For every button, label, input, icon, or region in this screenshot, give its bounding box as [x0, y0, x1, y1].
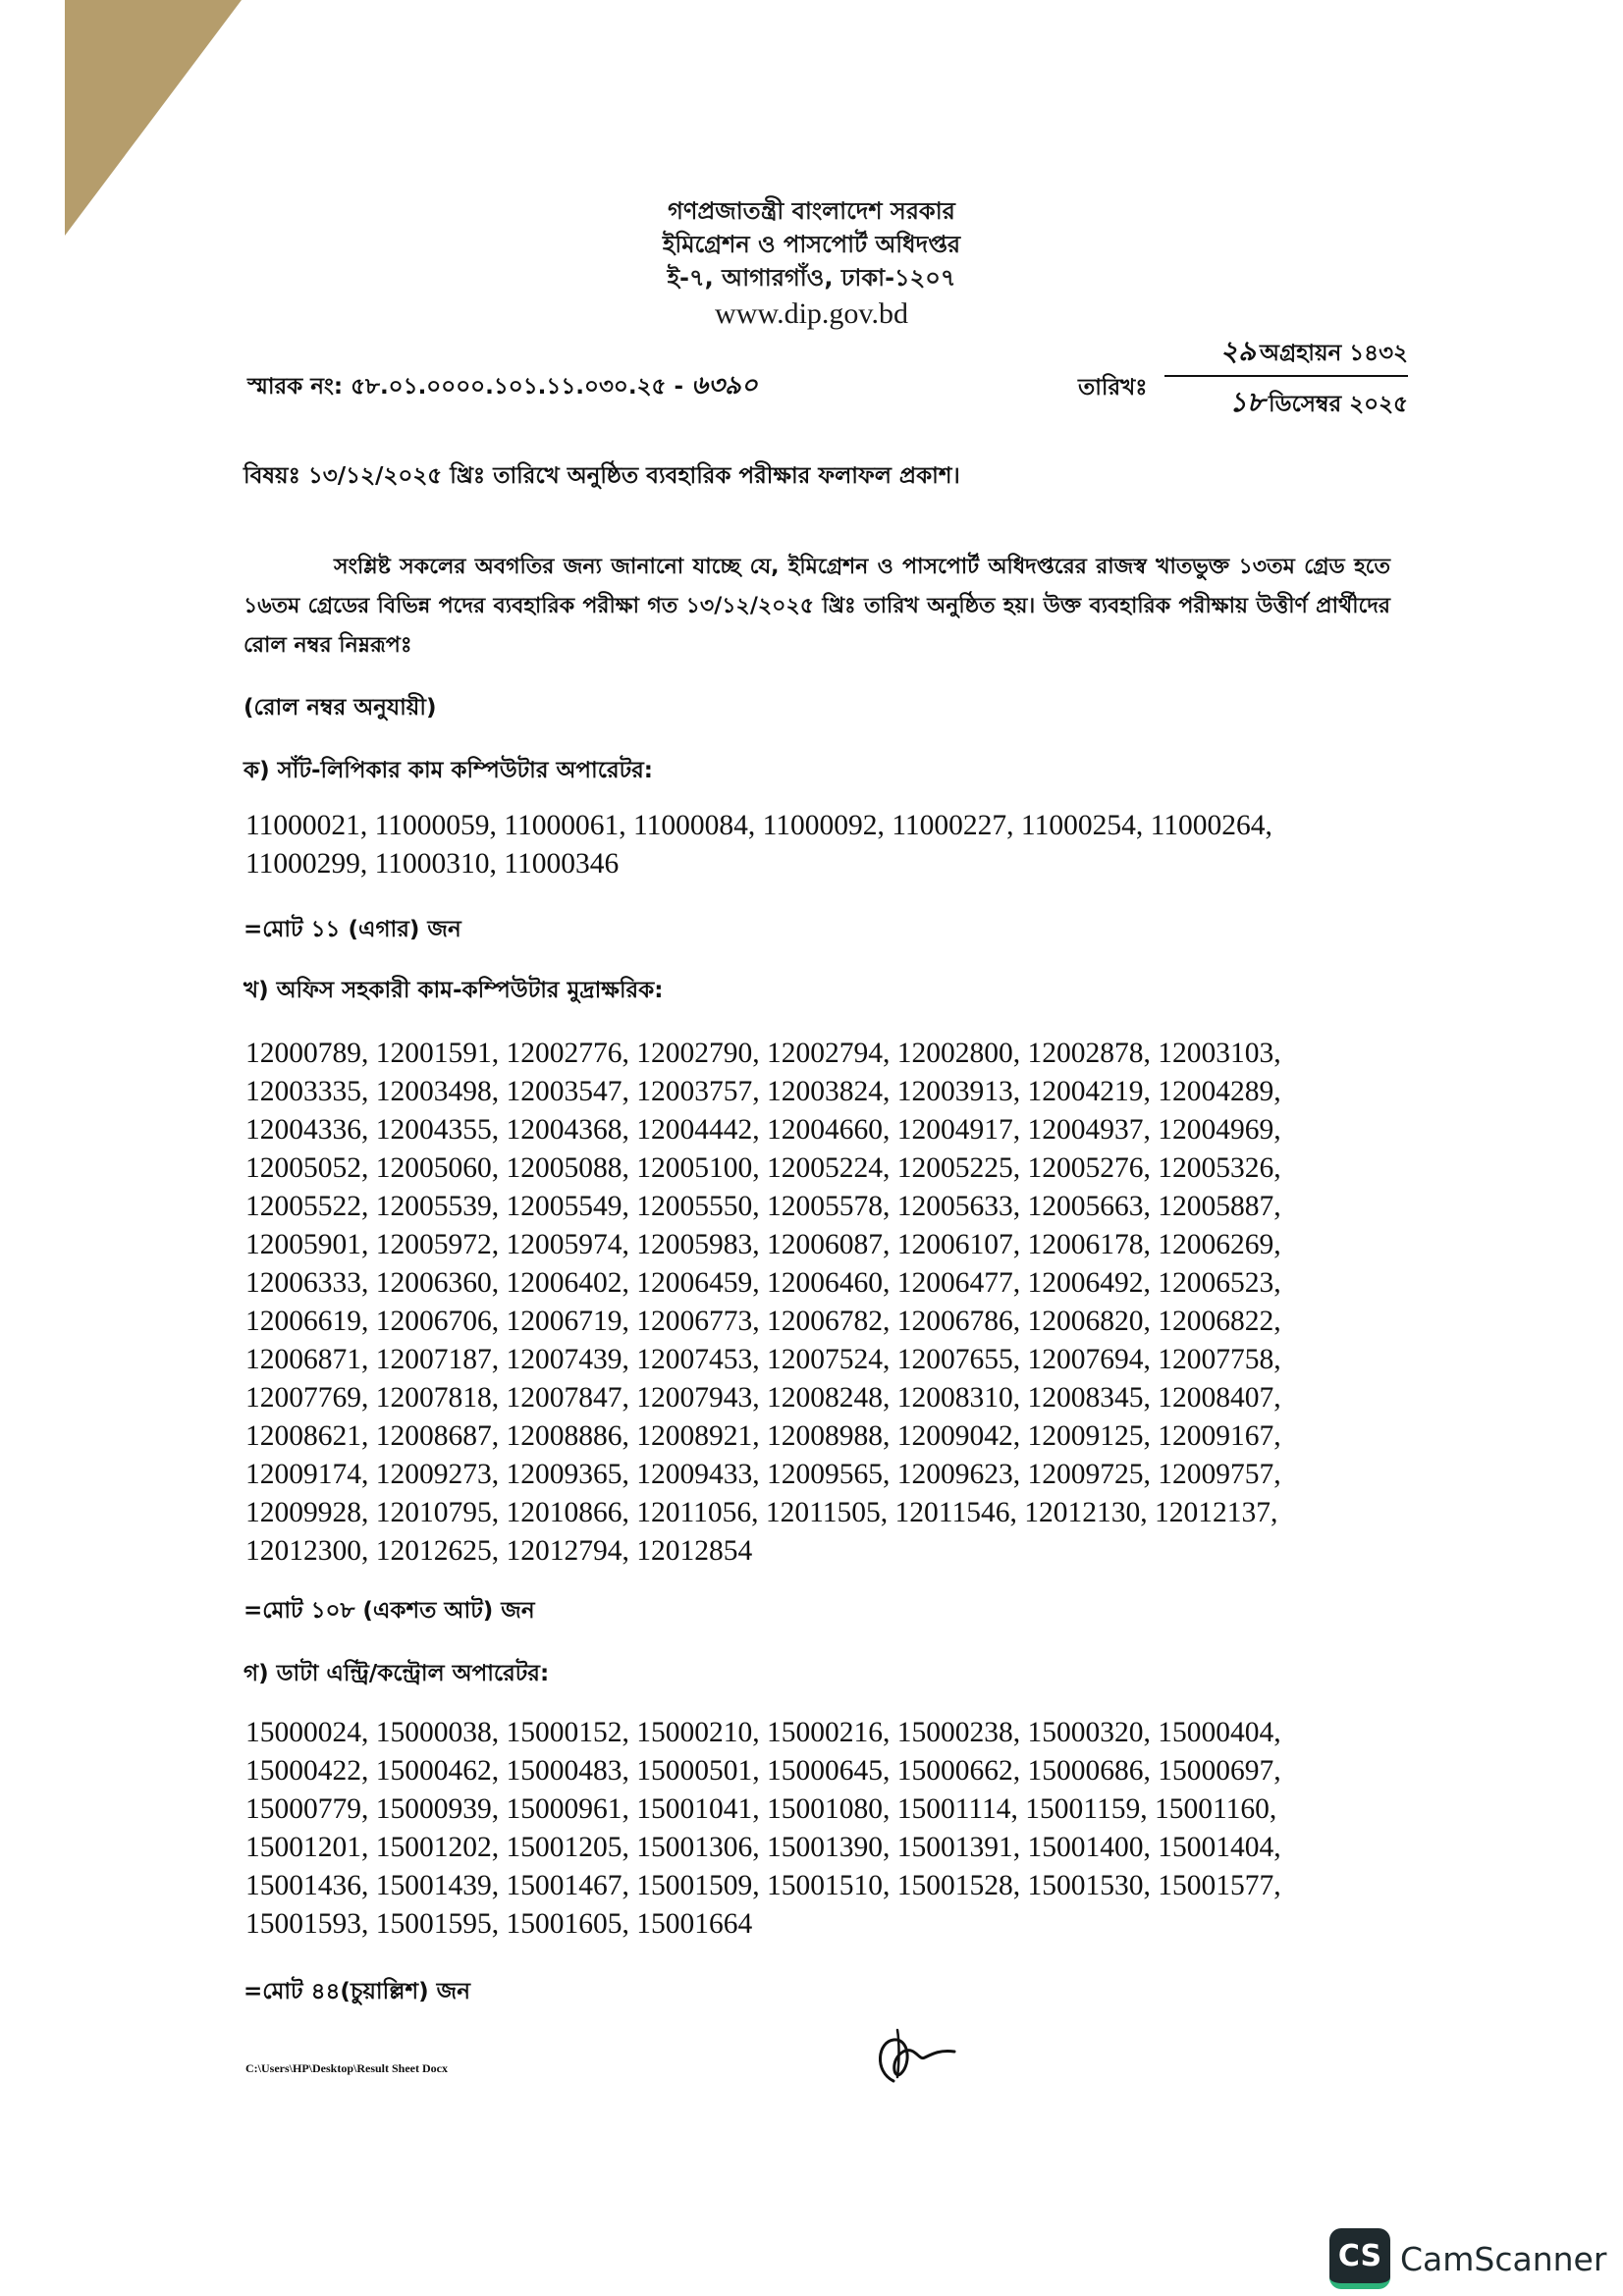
english-date [1164, 385, 1408, 422]
section-a-total: =মোট ১১ (এগার) জন [243, 917, 461, 942]
subject-line: বিষয়ঃ ১৩/১২/২০২৫ খ্রিঃ তারিখে অনুষ্ঠিত ব্যবহারিক পরীক্ষার ফলাফল প্রকাশ। [243, 463, 960, 489]
section-b-title: খ) অফিস সহকারী কাম-কম্পিউটার মুদ্রাক্ষরিক: [243, 978, 664, 1003]
english-month-year: ডিসেম্বর ২০২৫ [1269, 392, 1408, 417]
camscanner-name: CamScanner [1400, 2239, 1607, 2278]
date-label: তারিখঃ [1078, 375, 1148, 400]
memo-handwritten-number: ৬৩৯০ [691, 371, 758, 400]
signature-image [864, 2012, 962, 2091]
memo-prefix: স্মারক নং: ৫৮.০১.০০০০.১০১.১১.০৩০.২৫ - [247, 374, 684, 400]
english-day: ১৮ [1228, 386, 1266, 418]
body-paragraph: সংশ্লিষ্ট সকলের অবগতির জন্য জানানো যাচ্ছে যে, ইমিগ্রেশন ও পাসপোর্ট অধিদপ্তরের রাজস্ব খাতভুক্ত ১৩তম গ্রেড হতে ১৬তম গ্রেডের বিভিন্ন পদের ব্যবহারিক পরীক্ষা গত ১৩/১২/২০২৫ খ্রিঃ তারিখ অনুষ্ঠিত হয়। উক্ত ব্যবহারিক পরীক্ষায় উত্তীর্ণ প্রার্থীদের রোল নম্বর নিম্নরূপঃ [243, 555, 1390, 658]
file-path: C:\Users\HP\Desktop\Result Sheet Docx [245, 2061, 448, 2075]
section-a-title: ক) সাঁট-লিপিকার কাম কম্পিউটার অপারেটর: [243, 758, 653, 783]
department-name: ইমিগ্রেশন ও পাসপোর্ট অধিদপ্তর [662, 231, 961, 258]
date-divider [1164, 375, 1408, 377]
memo-number [247, 365, 758, 408]
camscanner-watermark [1329, 2228, 1606, 2289]
section-c-title: গ) ডাটা এন্ট্রি/কন্ট্রোল অপারেটর: [243, 1661, 550, 1686]
date-block [1164, 334, 1408, 422]
government-name: গণপ্রজাতন্ত্রী বাংলাদেশ সরকার [668, 197, 955, 225]
bangla-date [1164, 334, 1408, 371]
camscanner-logo-icon: CS [1329, 2228, 1390, 2289]
section-b-roll-list: 12000789, 12001591, 12002776, 12002790, 12002794, 12002800, 12002878, 12003103, 12003335, 12003498, 12003547, 12003757, 12003824, 12003913, 12004219, 12004289, 12004336, 12004355, 12004368, 12004442, 12004660, 12004917, 12004937, 12004969, 12005052, 12005060, 12005088, 12005100, 12005224, 12005225, 12005276, 12005326, 12005522, 12005539, 12005549, 12005550, 12005578, 12005633, 12005663, 12005887, 12005901, 12005972, 12005974, 12005983, 12006087, 12006107, 12006178, 12006269, 12006333, 12006360, 12006402, 12006459, 12006460, 12006477, 12006492, 12006523, 12006619, 12006706, 12006719, 12006773, 12006782, 12006786, 12006820, 12006822, 12006871, 12007187, 12007439, 12007453, 12007524, 12007655, 12007694, 12007758, 12007769, 12007818, 12007847, 12007943, 12008248, 12008310, 12008345, 12008407, 12008621, 12008687, 12008886, 12008921, 12008988, 12009042, 12009125, 12009167, 12009174, 12009273, 12009365, 12009433, 12009565, 12009623, 12009725, 12009757, 12009928, 12010795, 12010866, 12011056, 12011505, 12011546, 12012130, 12012137, 12012300, 12012625, 12012794, 12012854 [245, 1038, 1281, 1567]
section-b-total: =মোট ১০৮ (একশত আট) জন [243, 1598, 535, 1624]
order-note: (রোল নম্বর অনুযায়ী) [243, 695, 437, 721]
section-a-roll-list: 11000021, 11000059, 11000061, 11000084, 11000092, 11000227, 11000254, 11000264, 11000299, 11000310, 11000346 [245, 810, 1272, 880]
office-address: ই-৭, আগারগাঁও, ঢাকা-১২০৭ [667, 264, 956, 292]
bangla-month-year: অগ্রহায়ন ১৪৩২ [1260, 341, 1408, 366]
bangla-day: ২৯ [1219, 335, 1257, 367]
website-link[interactable]: www.dip.gov.bd [715, 297, 908, 330]
section-c-roll-list: 15000024, 15000038, 15000152, 15000210, 15000216, 15000238, 15000320, 15000404, 15000422, 15000462, 15000483, 15000501, 15000645, 15000662, 15000686, 15000697, 15000779, 15000939, 15000961, 15001041, 15001080, 15001114, 15001159, 15001160, 15001201, 15001202, 15001205, 15001306, 15001390, 15001391, 15001400, 15001404, 15001436, 15001439, 15001467, 15001509, 15001510, 15001528, 15001530, 15001577, 15001593, 15001595, 15001605, 15001664 [245, 1717, 1281, 1940]
section-c-total: =মোট ৪৪(চুয়াল্লিশ) জন [243, 1979, 470, 2004]
letterhead [0, 194, 1623, 334]
